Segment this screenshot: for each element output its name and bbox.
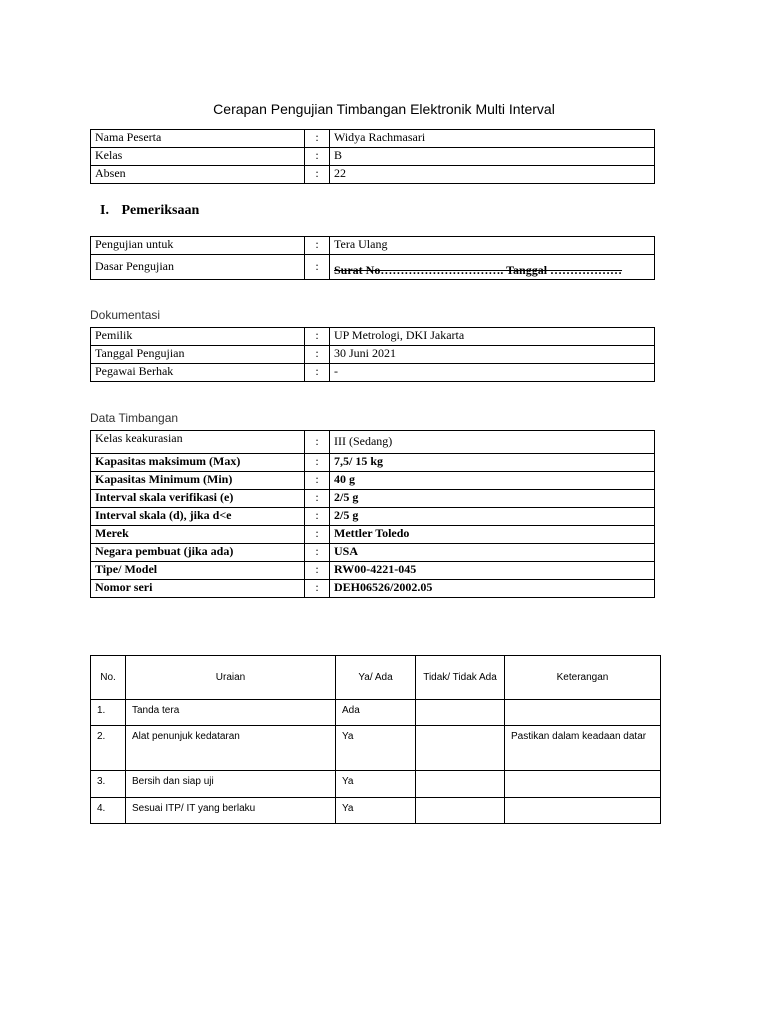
field-value: USA <box>330 544 655 562</box>
timbangan-row <box>91 490 655 508</box>
colon: : <box>305 490 330 508</box>
pemeriksaan-table <box>90 236 655 280</box>
timbangan-row <box>91 454 655 472</box>
timbangan-row <box>91 526 655 544</box>
timbangan-row <box>91 472 655 490</box>
colon: : <box>305 364 330 382</box>
field-value: 7,5/ 15 kg <box>330 454 655 472</box>
row-tidak <box>416 771 505 798</box>
field-value: 22 <box>330 166 655 184</box>
colon: : <box>305 166 330 184</box>
row-no: 4. <box>91 798 126 824</box>
participant-row-name <box>91 130 655 148</box>
field-value: 30 Juni 2021 <box>330 346 655 364</box>
participant-table <box>90 129 655 184</box>
field-label: Kapasitas Minimum (Min) <box>91 472 305 490</box>
pemeriksaan-row <box>91 237 655 255</box>
row-no: 3. <box>91 771 126 798</box>
data-timbangan-heading: Data Timbangan <box>90 411 179 425</box>
header-ya: Ya/ Ada <box>336 656 416 700</box>
field-label: Merek <box>91 526 305 544</box>
colon: : <box>305 255 330 280</box>
field-label: Kelas <box>91 148 305 166</box>
field-value: Tera Ulang <box>330 237 655 255</box>
field-value: Mettler Toledo <box>330 526 655 544</box>
section-heading <box>100 203 199 219</box>
colon: : <box>305 580 330 598</box>
colon: : <box>305 148 330 166</box>
checklist-row <box>91 798 661 824</box>
field-value: - <box>330 364 655 382</box>
row-keterangan <box>505 700 661 726</box>
field-value: 40 g <box>330 472 655 490</box>
field-value: UP Metrologi, DKI Jakarta <box>330 328 655 346</box>
field-value: DEH06526/2002.05 <box>330 580 655 598</box>
field-label: Tanggal Pengujian <box>91 346 305 364</box>
field-label: Nomor seri <box>91 580 305 598</box>
row-ya: Ada <box>336 700 416 726</box>
timbangan-row <box>91 431 655 454</box>
timbangan-row <box>91 562 655 580</box>
row-no: 1. <box>91 700 126 726</box>
header-keterangan: Keterangan <box>505 656 661 700</box>
checklist-table <box>90 655 661 824</box>
row-ya: Ya <box>336 726 416 771</box>
section-number: I. <box>100 203 109 218</box>
row-ya: Ya <box>336 798 416 824</box>
row-tidak <box>416 700 505 726</box>
colon: : <box>305 508 330 526</box>
dokumentasi-row <box>91 328 655 346</box>
field-value: Widya Rachmasari <box>330 130 655 148</box>
dokumentasi-row <box>91 364 655 382</box>
field-label: Interval skala (d), jika d<e <box>91 508 305 526</box>
pemeriksaan-row <box>91 255 655 280</box>
timbangan-row <box>91 508 655 526</box>
colon: : <box>305 431 330 454</box>
colon: : <box>305 454 330 472</box>
timbangan-row <box>91 580 655 598</box>
row-ya: Ya <box>336 771 416 798</box>
header-uraian: Uraian <box>126 656 336 700</box>
row-keterangan <box>505 771 661 798</box>
section-title: Pemeriksaan <box>121 203 200 218</box>
colon: : <box>305 237 330 255</box>
participant-row-class <box>91 148 655 166</box>
field-label: Absen <box>91 166 305 184</box>
field-value: RW00-4221-045 <box>330 562 655 580</box>
checklist-row <box>91 726 661 771</box>
colon: : <box>305 328 330 346</box>
field-value: III (Sedang) <box>330 431 655 454</box>
data-timbangan-table <box>90 430 655 598</box>
checklist-row <box>91 771 661 798</box>
header-tidak: Tidak/ Tidak Ada <box>416 656 505 700</box>
colon: : <box>305 472 330 490</box>
header-no: No. <box>91 656 126 700</box>
field-label: Interval skala verifikasi (e) <box>91 490 305 508</box>
field-label: Nama Peserta <box>91 130 305 148</box>
row-uraian: Tanda tera <box>126 700 336 726</box>
colon: : <box>305 346 330 364</box>
field-value: Surat No…………………………. Tanggal ……………… <box>330 255 655 280</box>
field-label: Dasar Pengujian <box>91 255 305 280</box>
row-no: 2. <box>91 726 126 771</box>
dokumentasi-heading: Dokumentasi <box>90 308 161 322</box>
field-label: Pegawai Berhak <box>91 364 305 382</box>
row-uraian: Bersih dan siap uji <box>126 771 336 798</box>
field-label: Pemilik <box>91 328 305 346</box>
dokumentasi-table <box>90 327 655 382</box>
field-value: 2/5 g <box>330 490 655 508</box>
checklist-header <box>91 656 661 700</box>
field-value: B <box>330 148 655 166</box>
row-uraian: Sesuai ITP/ IT yang berlaku <box>126 798 336 824</box>
row-tidak <box>416 726 505 771</box>
field-label: Kapasitas maksimum (Max) <box>91 454 305 472</box>
row-tidak <box>416 798 505 824</box>
field-label: Tipe/ Model <box>91 562 305 580</box>
row-uraian: Alat penunjuk kedataran <box>126 726 336 771</box>
checklist-row <box>91 700 661 726</box>
field-value: 2/5 g <box>330 508 655 526</box>
row-keterangan: Pastikan dalam keadaan datar <box>505 726 661 771</box>
colon: : <box>305 562 330 580</box>
colon: : <box>305 130 330 148</box>
participant-row-absen <box>91 166 655 184</box>
field-label: Negara pembuat (jika ada) <box>91 544 305 562</box>
document-title: Cerapan Pengujian Timbangan Elektronik Multi Interval <box>213 101 555 117</box>
dokumentasi-row <box>91 346 655 364</box>
field-label: Pengujian untuk <box>91 237 305 255</box>
colon: : <box>305 526 330 544</box>
row-keterangan <box>505 798 661 824</box>
colon: : <box>305 544 330 562</box>
field-label: Kelas keakurasian <box>91 431 305 454</box>
timbangan-row <box>91 544 655 562</box>
